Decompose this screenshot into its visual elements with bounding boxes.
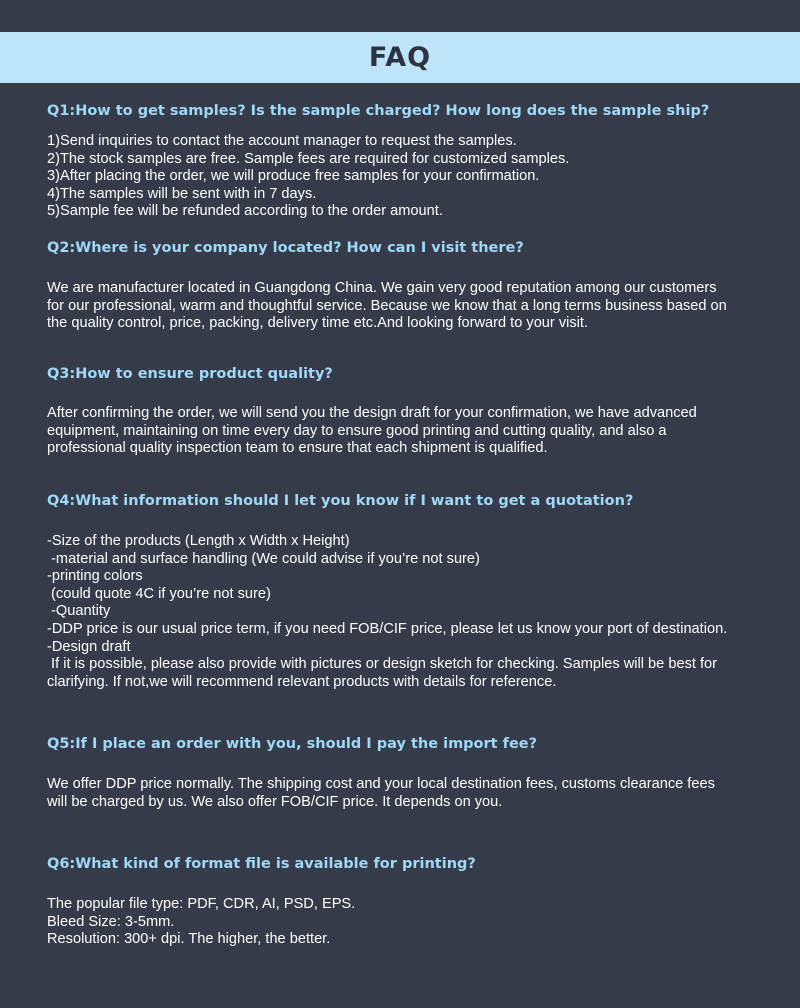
answer-line: professional quality inspection team to ensure that each shipment is qualified. [47, 440, 548, 457]
answer-line: We offer DDP price normally. The shipping cost and your local destination fees, customs clearance fees [47, 776, 715, 792]
answer-line: The popular file type: PDF, CDR, AI, PSD, EPS. [47, 896, 356, 912]
answer-line: -printing colors [47, 568, 143, 585]
faq-answer-2 [47, 280, 777, 333]
faq-answer-1 [47, 133, 777, 221]
answer-line: After confirming the order, we will send you the design draft for your confirmation, we have advanced [47, 405, 697, 421]
answer-line: will be charged by us. We also offer FOB/CIF price. It depends on you. [47, 793, 503, 810]
answer-line: equipment, maintaining on time every day to ensure good printing and cutting quality, and also a [47, 422, 667, 439]
answer-line: Bleed Size: 3-5mm. [47, 913, 175, 930]
answer-line: 4)The samples will be sent with in 7 days. [47, 185, 317, 202]
answer-line: If it is possible, please also provide with pictures or design sketch for checking. Samples will be best for [47, 656, 718, 673]
faq-question-4: Q4:What information should I let you know if I want to get a quotation? [47, 493, 634, 509]
answer-line: We are manufacturer located in Guangdong China. We gain very good reputation among our customers [47, 280, 717, 296]
faq-question-2: Q2:Where is your company located? How can I visit there? [47, 240, 524, 256]
faq-answer-5 [47, 776, 777, 811]
answer-line: 2)The stock samples are free. Sample fees are required for customized samples. [47, 150, 570, 167]
faq-header-banner [0, 32, 800, 83]
answer-line: -Design draft [47, 638, 131, 655]
answer-line: -DDP price is our usual price term, if you need FOB/CIF price, please let us know your port of destination. [47, 620, 728, 637]
answer-line: Resolution: 300+ dpi. The higher, the better. [47, 931, 331, 948]
faq-answer-4 [47, 533, 777, 691]
faq-question-5: Q5:If I place an order with you, should I pay the import fee? [47, 736, 538, 752]
answer-line: 3)After placing the order, we will produce free samples for your confirmation. [47, 168, 540, 185]
answer-line: 5)Sample fee will be refunded according to the order amount. [47, 203, 443, 220]
answer-line: the quality control, price, packing, delivery time etc.And looking forward to your visit. [47, 315, 589, 332]
faq-question-1: Q1:How to get samples? Is the sample charged? How long does the sample ship? [47, 103, 710, 119]
answer-line: -material and surface handling (We could advise if you’re not sure) [47, 550, 480, 567]
page-title: FAQ [368, 42, 432, 73]
faq-question-6: Q6:What kind of format file is available for printing? [47, 856, 476, 872]
answer-line: -Quantity [47, 603, 111, 620]
faq-answer-3 [47, 405, 777, 458]
answer-line: 1)Send inquiries to contact the account manager to request the samples. [47, 133, 517, 149]
faq-question-3: Q3:How to ensure product quality? [47, 366, 333, 382]
answer-line: -Size of the products (Length x Width x Height) [47, 533, 350, 549]
faq-answer-6 [47, 896, 777, 949]
answer-line: clarifying. If not,we will recommend relevant products with details for reference. [47, 673, 557, 690]
answer-line: (could quote 4C if you’re not sure) [47, 585, 271, 602]
answer-line: for our professional, warm and thoughtful service. Because we know that a long terms business based on [47, 297, 727, 314]
